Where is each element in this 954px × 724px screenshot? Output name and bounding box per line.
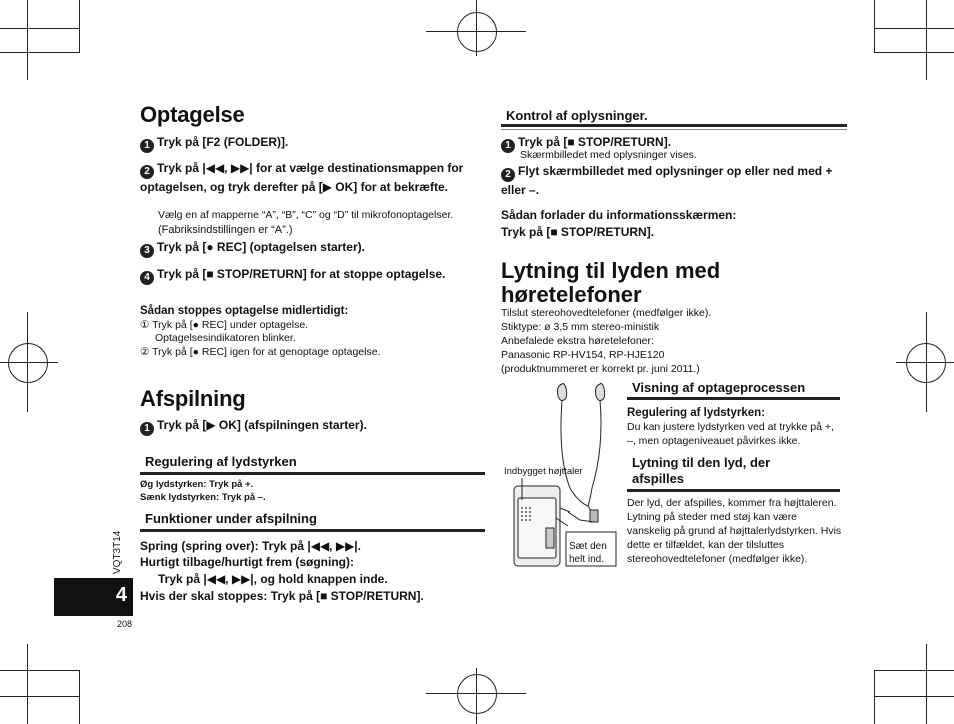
registration-line (27, 312, 28, 412)
heading-line: Lytning til den lyd, der (632, 455, 771, 470)
registration-mark (457, 674, 497, 714)
crop-mark (0, 52, 80, 53)
registration-line (476, 0, 477, 56)
pause-heading: Sådan stoppes optagelse midlertidigt: (140, 305, 349, 317)
pause-item-text: Optagelsesindikatoren blinker. (155, 332, 296, 344)
step-2 (140, 160, 485, 195)
exit-heading: Sådan forlader du informationsskærmen: (501, 208, 737, 222)
doc-code: VQT3T14 (112, 530, 123, 574)
info-line: Stiktype: ø 3,5 mm stereo-ministik (501, 321, 660, 333)
registration-mark (8, 343, 48, 383)
crop-mark (27, 0, 28, 80)
page-number: 208 (117, 619, 133, 629)
title-line: Lytning til lyden med (501, 258, 721, 283)
step-text: Tryk på [■ STOP/RETURN] for at stoppe optagelse. (157, 267, 446, 281)
step-2-note-default: (Fabriksindstillingen er “A”.) (158, 224, 293, 236)
info-line: Panasonic RP-HV154, RP-HJE120 (501, 349, 665, 361)
label-insert-line: Sæt den (569, 541, 607, 552)
function-line: Spring (spring over): Tryk på |◀◀, ▶▶|. (140, 539, 361, 553)
listen-sound-text: Der lyd, der afspilles, kommer fra højttaleren. Lytning på steder med støj kan være vanskelig på grund af højttalerlydstyrken. Hvis dette er tilfældet, kan der tilsluttes stereohovedtelefoner (medfølger ikke). (627, 497, 842, 565)
info-step-1-note: Skærmbilledet med oplysninger vises. (520, 149, 697, 161)
progress-heading: Visning af optageprocessen (632, 380, 806, 395)
playback-step-1 (140, 417, 367, 436)
step-text: Tryk på [● REC] (optagelsen starter). (157, 240, 365, 254)
function-line: Hurtigt tilbage/hurtigt frem (søgning): (140, 555, 354, 569)
step-number: 2 (501, 168, 515, 182)
label-speaker: Indbygget højttaler (504, 466, 583, 477)
info-heading: Kontrol af oplysninger. (506, 108, 648, 123)
section-title-afspilning: Afspilning (140, 386, 246, 411)
function-line: Tryk på |◀◀, ▶▶|, og hold knappen inde. (158, 572, 388, 586)
functions-heading: Funktioner under afspilning (145, 511, 317, 526)
section-title-headphones (501, 259, 720, 307)
crop-mark (27, 644, 28, 724)
title-line: høretelefoner (501, 282, 642, 307)
step-text: Tryk på [F2 (FOLDER)]. (157, 135, 289, 149)
crop-mark (874, 28, 954, 29)
crop-mark (874, 670, 875, 724)
step-4 (140, 266, 485, 285)
pause-item (140, 318, 308, 332)
step-1 (140, 134, 485, 153)
section-rule (501, 124, 847, 127)
crop-mark (79, 0, 80, 52)
crop-mark (0, 670, 80, 671)
crop-mark (926, 644, 927, 724)
info-line: Anbefalede ekstra høretelefoner: (501, 335, 654, 347)
step-number: 3 (140, 244, 154, 258)
step-text: Tryk på [■ STOP/RETURN]. (518, 135, 672, 149)
crop-mark (874, 52, 954, 53)
pause-item-number: ① (140, 319, 150, 331)
crop-mark (874, 696, 954, 697)
info-line: (produktnummeret er korrekt pr. juni 2011.) (501, 363, 700, 375)
crop-mark (0, 28, 80, 29)
pause-item (140, 345, 381, 359)
info-step-2 (501, 163, 841, 198)
step-text: Tryk på |◀◀, ▶▶| for at vælge destinationsmappen for optagelsen, og tryk derefter på [▶ OK] for at bekræfte. (140, 161, 464, 194)
crop-mark (874, 670, 954, 671)
level-text: Du kan justere lydstyrken ved at trykke på +, –, men optageniveauet påvirkes ikke. (627, 421, 834, 447)
step-2-note: Vælg en af mapperne “A”, “B”, “C” og “D” til mikrofonoptagelser. (158, 209, 454, 221)
crop-mark (0, 696, 80, 697)
section-rule (140, 472, 485, 475)
volume-down: Sænk lydstyrken: Tryk på –. (140, 492, 266, 503)
pause-item-text: Tryk på [● REC] under optagelse. (152, 319, 309, 331)
step-text: Flyt skærmbilledet med oplysninger op eller ned med + eller –. (501, 164, 833, 197)
chapter-tab: 4 (54, 578, 133, 616)
volume-up: Øg lydstyrken: Tryk på +. (140, 479, 254, 490)
step-number: 1 (501, 139, 515, 153)
level-heading: Regulering af lydstyrken: (627, 407, 766, 419)
step-number: 1 (140, 422, 154, 436)
step-number: 2 (140, 165, 154, 179)
section-rule-thin (501, 129, 847, 130)
section-title-optagelse: Optagelse (140, 102, 245, 127)
crop-mark (926, 0, 927, 80)
heading-line: afspilles (632, 471, 685, 486)
pause-item (155, 331, 296, 345)
crop-mark (79, 670, 80, 724)
registration-line (0, 362, 58, 363)
volume-heading: Regulering af lydstyrken (145, 454, 297, 469)
registration-mark (457, 12, 497, 52)
pause-item-text: Tryk på [● REC] igen for at genoptage optagelse. (152, 346, 381, 358)
section-rule (140, 529, 485, 532)
pause-item-number: ② (140, 346, 150, 358)
section-rule (627, 489, 840, 492)
label-insert-line: helt ind. (569, 554, 605, 565)
registration-line (926, 312, 927, 412)
exit-text: Tryk på [■ STOP/RETURN]. (501, 225, 655, 239)
step-number: 1 (140, 139, 154, 153)
headphone-info (501, 306, 711, 376)
crop-mark (874, 0, 875, 52)
section-rule (627, 397, 840, 400)
listen-sound-heading (632, 455, 770, 487)
registration-line (476, 668, 477, 724)
registration-line (896, 362, 954, 363)
step-number: 4 (140, 271, 154, 285)
step-3 (140, 239, 485, 258)
info-line: Tilslut stereohovedtelefoner (medfølger ikke). (501, 307, 712, 319)
function-line: Hvis der skal stoppes: Tryk på [■ STOP/RETURN]. (140, 589, 424, 603)
step-text: Tryk på [▶ OK] (afspilningen starter). (157, 418, 367, 432)
label-insert (569, 540, 607, 566)
